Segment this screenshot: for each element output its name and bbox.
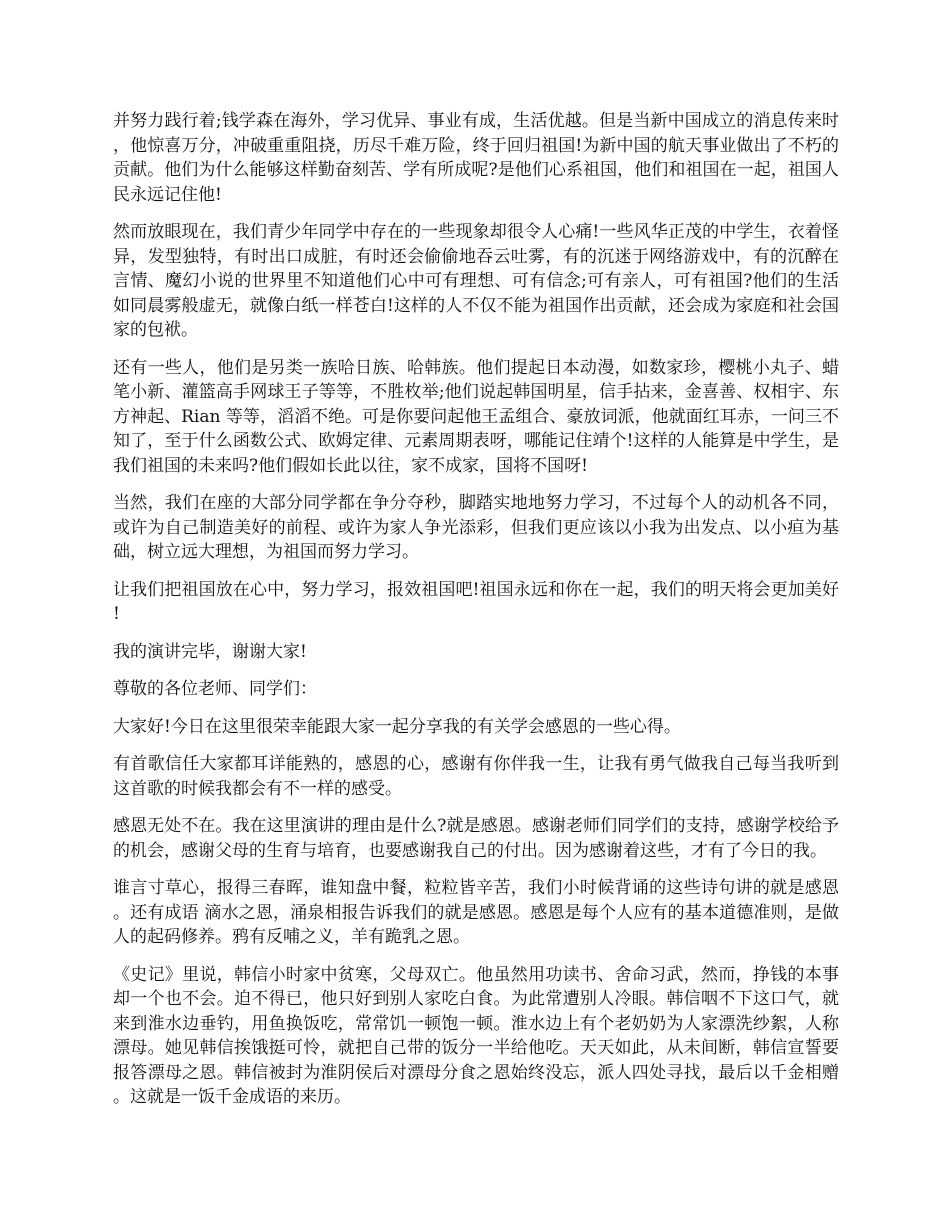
paragraph: 感恩无处不在。我在这里演讲的理由是什么?就是感恩。感谢老师们同学们的支持，感谢学校给予的机会，感谢父母的生育与培育，也要感谢我自己的付出。因为感谢着这些，才有了今日的我。 (113, 816, 839, 861)
paragraph: 并努力践行着;钱学森在海外，学习优异、事业有成，生活优越。但是当新中国成立的消息传来时，他惊喜万分，冲破重重阻挠，历尽千难万险，终于回归祖国!为新中国的航天事业做出了不朽的贡献。他们为什么能够这样勤奋刻苦、学有所成呢?是他们心系祖国，他们和祖国在一起，祖国人民永远记住他! (113, 111, 839, 205)
paragraph: 当然，我们在座的大部分同学都在争分夺秒，脚踏实地地努力学习，不过每个人的动机各不同，或许为自己制造美好的前程、或许为家人争光添彩，但我们更应该以小我为出发点、以小疸为基础，树立远大理想，为祖国而努力学习。 (113, 493, 839, 562)
document-body (113, 109, 839, 1123)
paragraph: 还有一些人，他们是另类一族哈日族、哈韩族。他们提起日本动漫，如数家珍，樱桃小丸子、蜡笔小新、灌篮高手网球王子等等，不胜枚举;他们说起韩国明星，信手拈来，金喜善、权相宇、东方神起、Rian 等等，滔滔不绝。可是你要问起他王孟组合、豪放词派，他就面红耳赤，一问三不知了，至于什么函数公式、欧姆定律、元素周期表呀，哪能记住靖个!这样的人能算是中学生，是我们祖国的未来吗?他们假如长此以往，家不成家，国将不国呀! (113, 357, 839, 476)
paragraph: 谁言寸草心，报得三春晖，谁知盘中餐，粒粒皆辛苦，我们小时候背诵的这些诗句讲的就是感恩。还有成语 滴水之恩，涌泉相报告诉我们的就是感恩。感恩是每个人应有的基本道德准则，是做人的起码修养。鸦有反哺之义，羊有跪乳之恩。 (113, 878, 839, 947)
paragraph: 有首歌信任大家都耳详能熟的，感恩的心，感谢有你伴我一生，让我有勇气做我自己每当我听到这首歌的时候我都会有不一样的感受。 (113, 754, 839, 799)
paragraph: 大家好!今日在这里很荣幸能跟大家一起分享我的有关学会感恩的一些心得。 (113, 716, 681, 737)
paragraph: 尊敬的各位老师、同学们： (113, 679, 317, 699)
paragraph: 《史记》里说，韩信小时家中贫寒，父母双亡。他虽然用功读书、舍命习武，然而，挣钱的本事却一个也不会。迫不得已，他只好到别人家吃白食。为此常遭别人冷眼。韩信咽不下这口气，就来到淮水边垂钓，用鱼换饭吃，常常饥一顿饱一顿。淮水边上有个老奶奶为人家漂洗纱絮，人称漂母。她见韩信挨饿挺可怜，就把自己带的饭分一半给他吃。天天如此，从未间断，韩信宣誓要报答漂母之恩。韩信被封为淮阴侯后对漂母分食之恩始终没忘，派人四处寻找，最后以千金相赠。这就是一饭千金成语的来历。 (113, 964, 839, 1107)
paragraph: 我的演讲完毕，谢谢大家! (113, 641, 307, 662)
paragraph: 让我们把祖国放在心中，努力学习，报效祖国吧!祖国永远和你在一起，我们的明天将会更加美好! (113, 579, 839, 624)
paragraph: 然而放眼现在，我们青少年同学中存在的一些现象却很令人心痛!一些风华正茂的中学生，衣着怪异，发型独特，有时出口成脏，有时还会偷偷地吞云吐雾，有的沉迷于网络游戏中，有的沉醉在言情、魔幻小说的世界里不知道他们心中可有理想、可有信念;可有亲人，可有祖国?他们的生活如同晨雾般虚无，就像白纸一样苍白!这样的人不仅不能为祖国作出贡献，还会成为家庭和社会国家的包袱。 (113, 222, 839, 340)
